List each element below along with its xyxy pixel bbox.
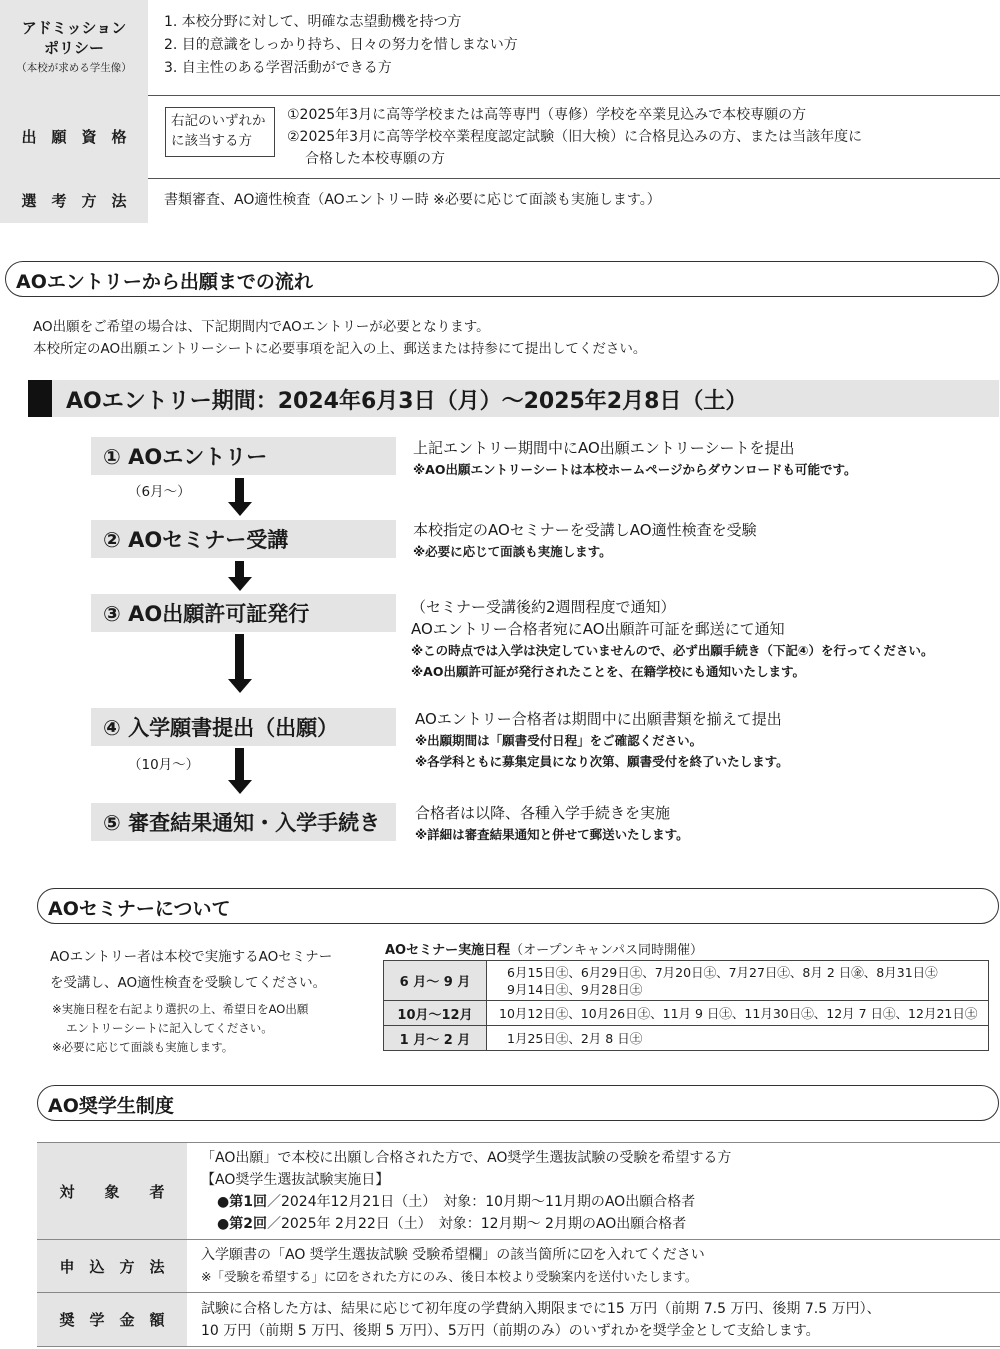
apply-content: 入学願書の「AO 奨学生選抜試験 受験希望欄」の該当箇所に☑を入れてください ※「受験を希望する」に☑をされた方にのみ、後日本校より受験案内を送付いたします。 [187, 1240, 1000, 1293]
entry-period-text: AOエントリー期間：2024年6月3日（月）～2025年2月8日（土） [66, 389, 748, 414]
seminar-text: AOエントリー者は本校で実施するAOセミナー を受講し、AO適性検査を受験してください。 [50, 949, 333, 991]
schedule-period-label: 6 月～ 9 月 [384, 961, 487, 1001]
schedule-dates: 1月25日㊏、2月 8 日㊏ [487, 1026, 989, 1051]
schedule-dates: 6月15日㊏、6月29日㊏、7月20日㊏、7月27日㊏、8月 2 日㊎、8月31日㊏ 9月14日㊏、9月28日㊏ [487, 961, 989, 1001]
step-1-desc: 上記エントリー期間中にAO出願エントリーシートを提出 ※AO出願エントリーシートは本校ホームページからダウンロードも可能です。 [413, 439, 857, 477]
target-content: 「AO出願」で本校に出願し合格された方で、AO奨学生選抜試験の受験を希望する方 【AO奨学生選抜試験実施日】 ●第1回／2024年12月21日（土） 対象：10月期～11月期のAO出願合格者 ●第2回／2025年 2月22日（土） 対象：12月期～ 2月期のAO出願合格者 [187, 1143, 1000, 1240]
step-5-box: ⑤ 審査結果通知・入学手続き [91, 803, 396, 841]
seminar-notes: ※実施日程を右記より選択の上、希望日をAO出願 エントリーシートに記入してください。 ※必要に応じて面談も実施します。 [52, 1002, 309, 1054]
policy-list [164, 11, 518, 80]
amount-content: 試験に合格した方は、結果に応じて初年度の学費納入期限までに15 万円（前期 7.5 万円、後期 7.5 万円）、 10 万円（前期 5 万円、後期 5 万円）、5万円（前期のみ）のいずれかを奨学金として支給します。 [187, 1293, 1000, 1347]
step-4-box: ④ 入学願書提出（出願） [91, 708, 396, 746]
selection-text: 書類審査、AO適性検査（AOエントリー時 ※必要に応じて面談も実施します。） [164, 192, 661, 208]
step-1-sub: （6月～） [128, 484, 191, 500]
qualification-list: ①2025年3月に高等学校または高等専門（専修）学校を卒業見込みで本校専願の方 ②2025年3月に高等学校卒業程度認定試験（旧大検）に合格見込みの方、または当該年度に 合格した本校専願の方 [287, 107, 863, 167]
step-2-desc: 本校指定のAOセミナーを受講しAO適性検査を受験 ※必要に応じて面談も実施します。 [413, 521, 757, 559]
flow-intro: AO出願をご希望の場合は、下記期間内でAOエントリーが必要となります。 本校所定のAO出願エントリーシートに必要事項を記入の上、郵送または持参にて提出してください。 [33, 319, 647, 357]
table-row [384, 1026, 989, 1051]
scholarship-section-header [37, 1085, 999, 1121]
qualification-label: 出 願 資 格 [0, 95, 148, 178]
schedule-title: AOセミナー実施日程（オープンキャンパス同時開催） [385, 943, 704, 958]
table-row [384, 1001, 989, 1026]
apply-label: 申 込 方 法 [37, 1240, 187, 1293]
seminar-section-header [37, 888, 999, 924]
flow-section-header [5, 261, 999, 297]
step-4-sub: （10月～） [128, 757, 200, 773]
selection-row [0, 178, 1000, 223]
policy-item: 1. 本校分野に対して、明確な志望動機を持つ方 [164, 14, 462, 30]
period-marker [28, 380, 52, 417]
qualification-box: 右記のいずれか に該当する方 [165, 107, 275, 157]
step-3-box: ③ AO出願許可証発行 [91, 594, 396, 632]
schedule-period-label: 10月～12月 [384, 1001, 487, 1026]
schedule-dates: 10月12日㊏、10月26日㊏、11月 9 日㊏、11月30日㊏、12月 7 日㊏、12月21日㊏ [487, 1001, 989, 1026]
table-row [37, 1143, 1000, 1240]
step-1-box: ① AOエントリー [91, 437, 396, 475]
step-3-desc: （セミナー受講後約2週間程度で通知） AOエントリー合格者宛にAO出願許可証を郵送にて通知 ※この時点では入学は決定していませんので、必ず出願手続き（下記④）を行ってください。 ※AO出願許可証が発行されたことを、在籍学校にも通知いたします。 [411, 598, 934, 679]
table-row [37, 1240, 1000, 1293]
qualification-row [0, 95, 1000, 179]
selection-label: 選 考 方 法 [0, 178, 148, 223]
table-row [37, 1293, 1000, 1347]
amount-label: 奨 学 金 額 [37, 1293, 187, 1347]
step-2-box: ② AOセミナー受講 [91, 520, 396, 558]
step-4-desc: AOエントリー合格者は期間中に出願書類を揃えて提出 ※出願期間は「願書受付日程」をご確認ください。 ※各学科ともに募集定員になり次第、願書受付を終了いたします。 [415, 710, 789, 769]
seminar-section-title: AOセミナーについて [48, 898, 231, 920]
scholarship-section-title: AO奨学生制度 [48, 1095, 174, 1117]
scholarship-table [37, 1142, 1000, 1347]
entry-period-bar [28, 380, 999, 417]
policy-label: アドミッション ポリシー （本校が求める学生像） [0, 0, 148, 95]
seminar-schedule-table [383, 960, 989, 1051]
policy-item: 2. 目的意識をしっかり持ち、日々の努力を惜しまない方 [164, 37, 518, 53]
table-row [384, 961, 989, 1001]
policy-row [0, 0, 1000, 96]
flow-section-title: AOエントリーから出願までの流れ [16, 271, 313, 293]
target-label: 対 象 者 [37, 1143, 187, 1240]
schedule-period-label: 1 月～ 2 月 [384, 1026, 487, 1051]
step-5-desc: 合格者は以降、各種入学手続きを実施 ※詳細は審査結果通知と併せて郵送いたします。 [415, 804, 689, 842]
policy-item: 3. 自主性のある学習活動ができる方 [164, 60, 392, 76]
